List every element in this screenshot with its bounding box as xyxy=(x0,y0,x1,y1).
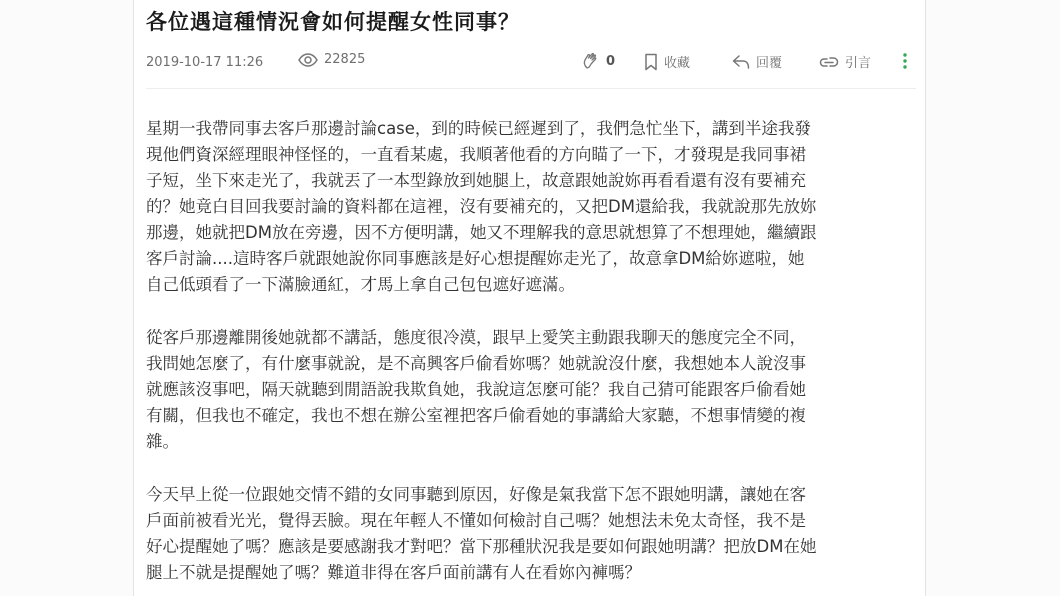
save-label: 收藏 xyxy=(664,56,691,71)
post-content xyxy=(146,116,916,613)
view-count xyxy=(298,52,365,67)
like-button[interactable] xyxy=(582,52,615,70)
post-panel xyxy=(133,0,926,596)
more-vertical-icon xyxy=(902,52,908,70)
view-count-value: 22825 xyxy=(324,52,366,67)
quote-button[interactable] xyxy=(819,52,871,71)
bookmark-icon xyxy=(644,53,658,71)
save-button[interactable] xyxy=(644,52,690,71)
post-paragraph-3: 今天早上從一位跟她交情不錯的女同事聽到原因，好像是氣我當下怎不跟她明講，讓她在客 戶面前被看光光，覺得丟臉。現在年輕人不懂如何檢討自己嗎？她想法未免太奇怪，我不是 好心提醒她了嗎？應該是要感謝我才對吧？當下那種狀況我是要如何跟她明講？把放DM在她 腿上不就是提醒她了嗎？難道非得在客戶面前講有人在看妳內褲嗎？ xyxy=(146,485,817,582)
post-paragraph-2: 從客戶那邊離開後她就都不講話，態度很冷漠，跟早上愛笑主動跟我聊天的態度完全不同， 我問她怎麼了，有什麼事就說，是不高興客戶偷看妳嗎？她就說沒什麼，我想她本人說沒事 就應該沒事吧，隔天就聽到閒語說我欺負她，我說這怎麼可能？我自己猜可能跟客戶偷看她 有關，但我也不確定，我也不想在辦公室裡把客戶偷看她的事講給大家聽，不想事情變的複 雜。 xyxy=(146,328,806,451)
post-date: 2019-10-17 11:26 xyxy=(146,55,264,70)
post-meta-bar xyxy=(146,52,916,76)
page-background-right xyxy=(926,0,1060,596)
quote-label: 引言 xyxy=(845,56,872,71)
page-background-left xyxy=(0,0,133,596)
like-count: 0 xyxy=(606,53,616,69)
quote-link-icon xyxy=(819,54,839,70)
eye-icon xyxy=(298,53,318,67)
meta-divider xyxy=(146,88,916,89)
reply-button[interactable] xyxy=(732,52,782,71)
more-options-button[interactable] xyxy=(902,52,908,70)
post-paragraph-1: 星期一我帶同事去客戶那邊討論case，到的時候已經遲到了，我們急忙坐下，講到半途我發 現他們資深經理眼神怪怪的，一直看某處，我順著他看的方向瞄了一下，才發現是我同事裙 子短，坐下來走光了，我就丟了一本型錄放到她腿上，故意跟她說妳再看看還有沒有要補充 的？她竟白目回我要討論的資料都在這裡，沒有要補充的，又把DM還給我，我就說那先放妳 那邊，她就把DM放在旁邊，因不方便明講，她又不理解我的意思就想算了不想理她，繼續跟 客戶討論....這時客戶就跟她說你同事應該是好心想提醒妳走光了，故意拿DM給妳遮啦，她 自己低頭看了一下滿臉通紅，才馬上拿自己包包遮好遮滿。 xyxy=(146,119,817,294)
post-title: 各位遇這種情況會如何提醒女性同事？ xyxy=(146,10,520,34)
clap-hands-icon xyxy=(582,52,600,70)
reply-label: 回覆 xyxy=(756,56,783,71)
reply-arrow-icon xyxy=(732,54,750,70)
